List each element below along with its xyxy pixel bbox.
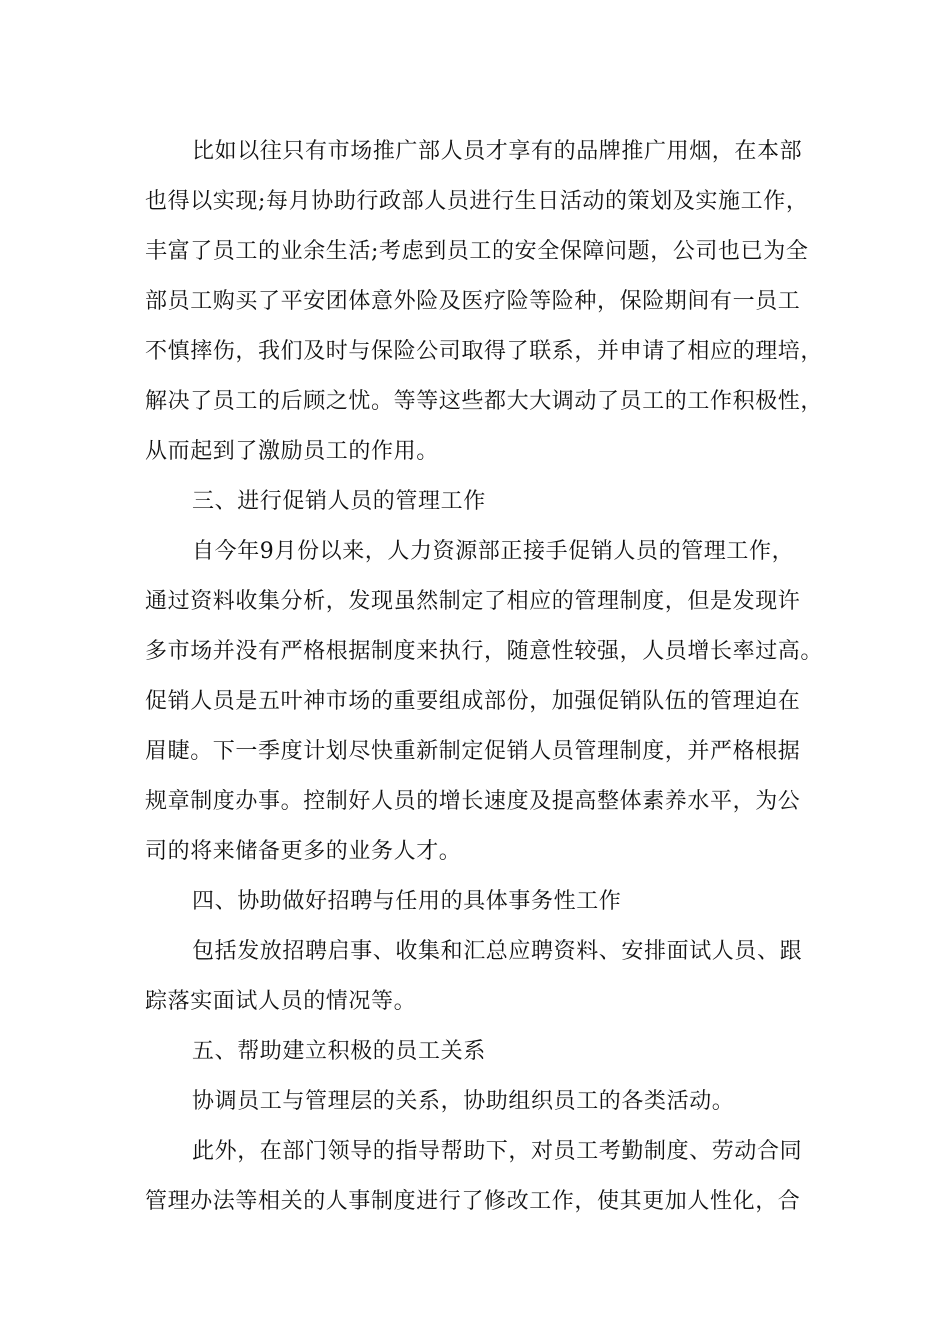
paragraph-line: 眉睫。下一季度计划尽快重新制定促销人员管理制度，并严格根据 [145,739,801,764]
paragraph-line: 比如以往只有市场推广部人员才享有的品牌推广用烟，在本部 [192,139,803,164]
paragraph-line: 管理办法等相关的人事制度进行了修改工作，使其更加人性化，合 [145,1189,801,1214]
paragraph-line: 踪落实面试人员的情况等。 [145,989,417,1014]
paragraph-line: 司的将来储备更多的业务人才。 [145,839,462,864]
paragraph-line: 此外，在部门领导的指导帮助下，对员工考勤制度、劳动合同 [192,1139,803,1164]
paragraph-line: 促销人员是五叶神市场的重要组成部份，加强促销队伍的管理迫在 [145,689,801,714]
section-heading: 五、帮助建立积极的员工关系 [192,1039,486,1064]
section-heading: 三、进行促销人员的管理工作 [192,489,486,514]
paragraph-line: 多市场并没有严格根据制度来执行，随意性较强，人员增长率过高。 [145,639,824,664]
paragraph-line: 规章制度办事。控制好人员的增长速度及提高整体素养水平，为公 [145,789,801,814]
paragraph-line: 也得以实现;每月协助行政部人员进行生日活动的策划及实施工作， [145,189,809,214]
paragraph-line: 自今年9月份以来，人力资源部正接手促销人员的管理工作， [192,539,795,564]
paragraph-line: 从而起到了激励员工的作用。 [145,439,439,464]
paragraph-line: 解决了员工的后顾之忧。等等这些都大大调动了员工的工作积极性， [145,389,824,414]
paragraph-line: 丰富了员工的业余生活;考虑到员工的安全保障问题，公司也已为全 [145,239,809,264]
section-heading: 四、协助做好招聘与任用的具体事务性工作 [192,889,622,914]
paragraph-line: 协调员工与管理层的关系，协助组织员工的各类活动。 [192,1089,735,1114]
paragraph-line: 部员工购买了平安团体意外险及医疗险等险种，保险期间有一员工 [145,289,801,314]
paragraph-line: 不慎摔伤，我们及时与保险公司取得了联系，并申请了相应的理培， [145,339,824,364]
paragraph-line: 通过资料收集分析，发现虽然制定了相应的管理制度，但是发现许 [145,589,801,614]
paragraph-line: 包括发放招聘启事、收集和汇总应聘资料、安排面试人员、跟 [192,939,803,964]
